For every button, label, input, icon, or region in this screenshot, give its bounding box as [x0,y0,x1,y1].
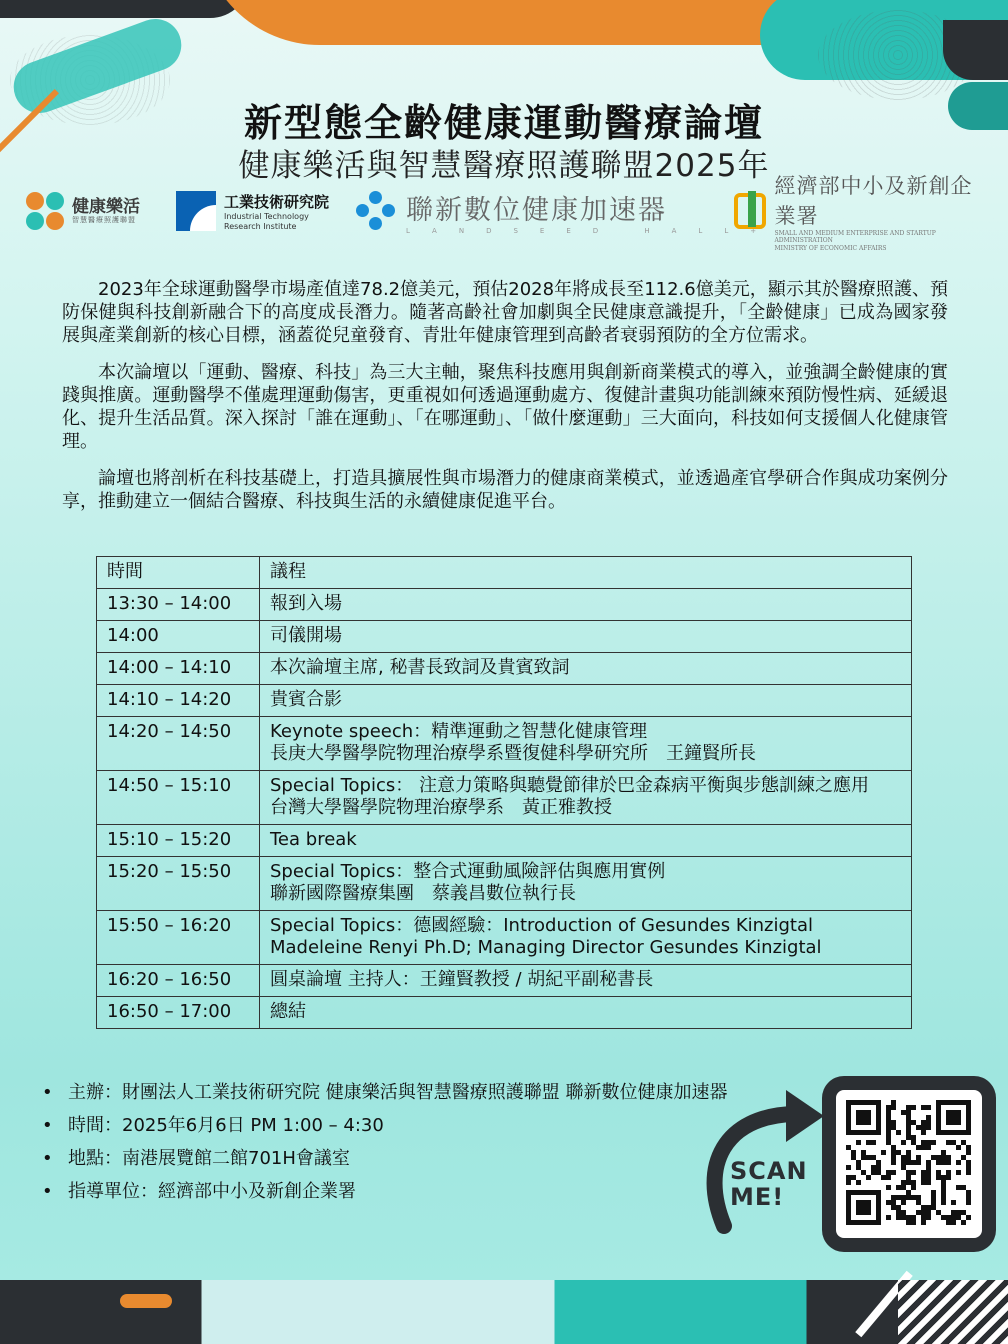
agenda-col-time: 時間 [97,557,260,589]
agenda-topic: 報到入場 [270,593,342,614]
event-info-list [42,1076,727,1208]
agenda-topic: Special Topics：德國經驗：Introduction of Gesundes Kinzigtal [270,915,814,936]
logo2-name: 工業技術研究院 [224,193,330,212]
agenda-topic: 總結 [270,1001,306,1022]
agenda-topic: Special Topics：整合式運動風險評估與應用實例 [270,861,666,882]
agenda-row [97,857,912,911]
info-host: • 主辦：財團法人工業技術研究院 健康樂活與智慧醫療照護聯盟 聯新數位健康加速器 [42,1076,727,1109]
logo4-sub1: SMALL AND MEDIUM ENTERPRISE AND STARTUP ADMINISTRATION [774,230,936,245]
logo-landseed [356,186,778,236]
decor-footer-orange-pill [120,1294,172,1308]
agenda-topic-cell [260,911,912,965]
scan-me-label [730,1158,808,1210]
agenda-col-topic: 議程 [260,557,912,589]
sme-logo-icon [734,193,766,229]
agenda-row [97,771,912,825]
logo3-sub: LANDSEED HALL+ [406,226,779,235]
agenda-topic: Keynote speech：精準運動之智慧化健康管理 [270,721,648,742]
agenda-time: 16:20 – 16:50 [97,965,260,997]
agenda-topic-cell [260,589,912,621]
agenda-time: 15:50 – 16:20 [97,911,260,965]
logo4-sub2: MINISTRY OF ECONOMIC AFFAIRS [774,244,887,252]
agenda-time: 15:20 – 15:50 [97,857,260,911]
agenda-topic: Tea break [270,829,357,850]
agenda-row [97,825,912,857]
agenda-topic-cell [260,653,912,685]
logo-itri [176,186,329,236]
itri-logo-icon [176,191,216,231]
info-time: • 時間：2025年6月6日 PM 1:00 – 4:30 [42,1109,727,1142]
agenda-topic-cell [260,825,912,857]
agenda-row [97,965,912,997]
logo1-name: 健康樂活 [72,196,140,217]
agenda-time: 16:50 – 17:00 [97,997,260,1029]
page-subtitle: 健康樂活與智慧醫療照護聯盟2025年 [238,148,770,184]
agenda-topic-cell [260,717,912,771]
logo-sme-administration [734,174,986,252]
qr-code-frame[interactable] [822,1076,996,1252]
agenda-topic-cell [260,965,912,997]
agenda-row [97,653,912,685]
agenda-time: 14:50 – 15:10 [97,771,260,825]
decor-footer-band [0,1280,1008,1344]
agenda-topic-cell [260,857,912,911]
info-place: • 地點：南港展覽館二館701H會議室 [42,1142,727,1175]
agenda-topic-cell [260,997,912,1029]
intro-paragraph-1: 2023年全球運動醫學市場產值達78.2億美元，預估2028年將成長至112.6億美元，顯示其於醫療照護、預防保健與科技創新融合下的高度成長潛力。隨著高齡社會加劇與全民健康意識提升，「全齡健康」已成為國家發展與產業創新的核心目標，涵蓋從兒童發育、青壯年健康管理到高齡者衰弱預防的全方位需求。 [62,279,948,346]
sponsor-logos [26,174,986,252]
agenda-table [96,556,912,1029]
logo-health-alliance [26,186,140,236]
intro-paragraph-2: 本次論壇以「運動、醫療、科技」為三大主軸，聚焦科技應用與創新商業模式的導入，並強調全齡健康的實踐與推廣。運動醫學不僅處理運動傷害，更重視如何透過運動處方、復健計畫與功能訓練來預防慢性病、延緩退化、提升生活品質。深入探討「誰在運動」、「在哪運動」、「做什麼運動」三大面向，科技如何支援個人化健康管理。 [62,362,948,452]
decor-dark-shape-top-left [0,0,250,18]
agenda-row [97,911,912,965]
agenda-row [97,621,912,653]
agenda-speaker: 長庚大學醫學院物理治療學系暨復健科學研究所 王鐘賢所長 [270,743,756,764]
landseed-logo-icon [356,191,396,231]
agenda-speaker: 聯新國際醫療集團 蔡義昌數位執行長 [270,883,576,904]
qr-code[interactable] [836,1090,982,1238]
agenda-time: 15:10 – 15:20 [97,825,260,857]
agenda-topic: 貴賓合影 [270,689,342,710]
qr-section [700,1076,996,1252]
agenda-time: 14:00 [97,621,260,653]
qr-code-icon [846,1100,972,1228]
decor-dark-shape-top-right [943,20,1008,80]
agenda-speaker: 台灣大學醫學院物理治療學系 黃正雅教授 [270,797,612,818]
intro-text [62,278,948,527]
agenda-row [97,997,912,1029]
agenda-topic-cell [260,771,912,825]
logo4-name: 經濟部中小及新創企業署 [774,174,973,229]
agenda-row [97,685,912,717]
info-guide: • 指導單位：經濟部中小及新創企業署 [42,1175,727,1208]
agenda-topic: 司儀開場 [270,625,342,646]
agenda-topic-cell [260,685,912,717]
logo2-sub1: Industrial Technology [224,212,309,222]
agenda-header-row [97,557,912,589]
agenda-topic: Special Topics： 注意力策略與聽覺節律於巴金森病平衡與步態訓練之應用 [270,775,869,796]
agenda-topic: 本次論壇主席, 秘書長致詞及貴賓致詞 [270,657,570,678]
decor-footer-stripes [898,1280,1008,1344]
agenda-time: 14:20 – 14:50 [97,717,260,771]
health-alliance-logo-icon [26,192,64,230]
agenda-speaker: Madeleine Renyi Ph.D; Managing Director Gesundes Kinzigtal [270,937,822,958]
scan-line-2: ME! [730,1183,785,1211]
agenda-time: 13:30 – 14:00 [97,589,260,621]
intro-paragraph-3: 論壇也將剖析在科技基礎上，打造具擴展性與市場潛力的健康商業模式，並透過產官學研合作與成功案例分享，推動建立一個結合醫療、科技與生活的永續健康促進平台。 [62,468,948,512]
logo1-sub: 智慧醫療照護聯盟 [72,215,136,224]
logo3-name: 聯新數位健康加速器 [406,194,667,226]
page-title: 新型態全齡健康運動醫療論壇 [243,101,764,145]
agenda-row [97,589,912,621]
agenda-topic: 圓桌論壇 主持人：王鐘賢教授 / 胡紀平副秘書長 [270,969,654,990]
agenda-time: 14:10 – 14:20 [97,685,260,717]
agenda-topic-cell [260,621,912,653]
agenda-row [97,717,912,771]
agenda-time: 14:00 – 14:10 [97,653,260,685]
logo2-sub2: Research Institute [224,221,297,231]
scan-line-1: SCAN [730,1157,808,1185]
agenda-body [97,589,912,1029]
